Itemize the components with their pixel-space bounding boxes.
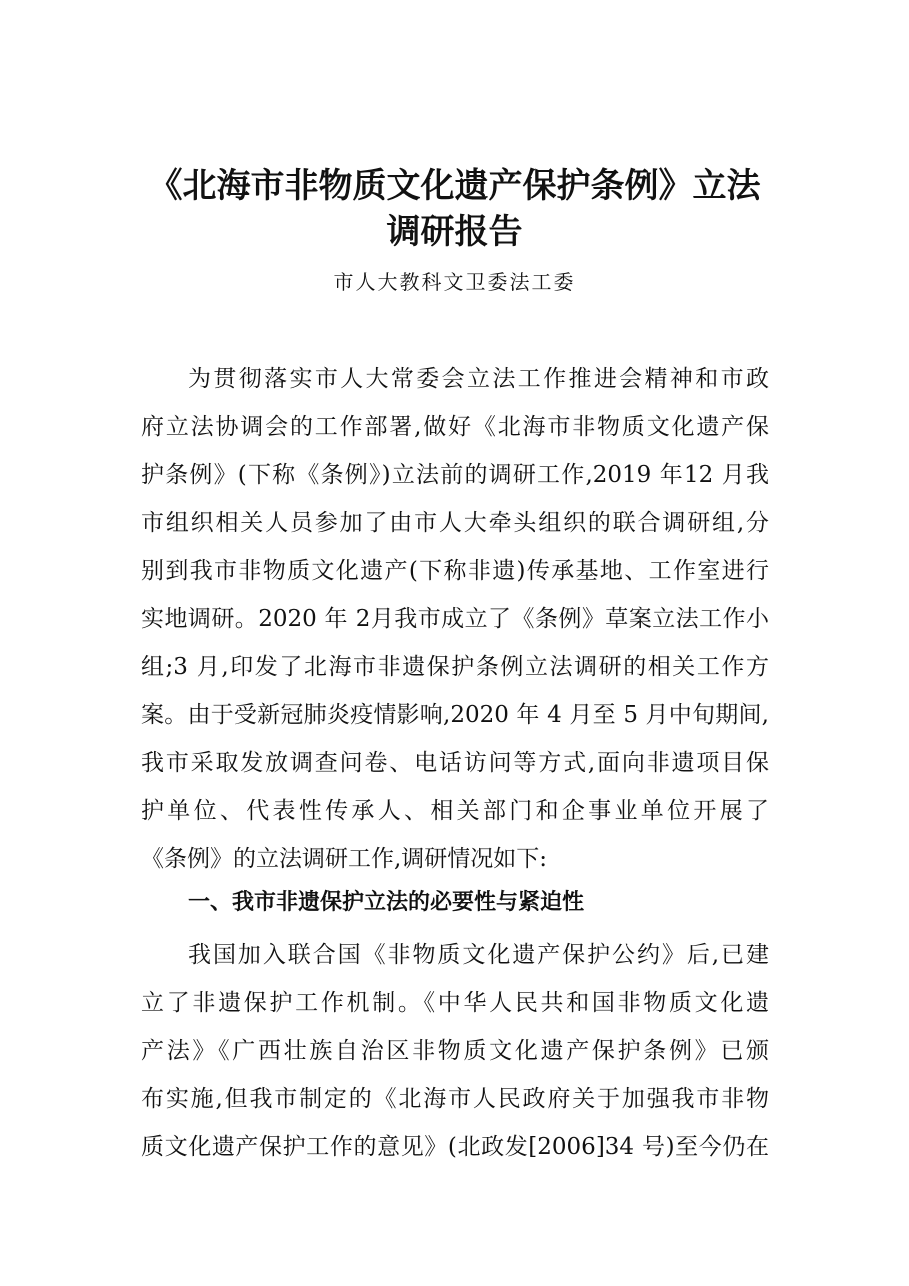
document-author: 市人大教科文卫委法工委 (333, 270, 576, 294)
paragraph-line: 护条例》(下称《条例》)立法前的调研工作,2019 年12 月我 (141, 462, 769, 488)
document-title-line-2: 调研报告 (386, 212, 523, 252)
section-heading: 一、我市非遗保护立法的必要性与紧迫性 (188, 890, 585, 915)
document-title-line-1: 《北海市非物质文化遗产保护条例》立法 (148, 166, 761, 206)
paragraph-line: 布实施,但我市制定的《北海市人民政府关于加强我市非物 (141, 1086, 769, 1112)
paragraph-line: 府立法协调会的工作部署,做好《北海市非物质文化遗产保 (141, 414, 769, 440)
paragraph-line: 为贯彻落实市人大常委会立法工作推进会精神和市政 (188, 366, 769, 392)
paragraph-line: 《条例》的立法调研工作,调研情况如下: (141, 846, 548, 872)
paragraph-line: 产法》《广西壮族自治区非物质文化遗产保护条例》已颁 (141, 1038, 769, 1064)
paragraph-line: 立了非遗保护工作机制。《中华人民共和国非物质文化遗 (141, 990, 769, 1016)
paragraph-line: 护单位、代表性传承人、相关部门和企事业单位开展了 (141, 798, 769, 824)
paragraph-line: 质文化遗产保护工作的意见》(北政发[2006]34 号)至今仍在 (141, 1134, 769, 1160)
paragraph-line: 我市采取发放调查问卷、电话访问等方式,面向非遗项目保 (141, 750, 769, 776)
paragraph-line: 我国加入联合国《非物质文化遗产保护公约》后,已建 (188, 942, 769, 968)
paragraph-line: 别到我市非物质文化遗产(下称非遗)传承基地、工作室进行 (141, 558, 769, 584)
paragraph-line: 市组织相关人员参加了由市人大牵头组织的联合调研组,分 (141, 510, 769, 536)
paragraph-line: 实地调研。2020 年 2月我市成立了《条例》草案立法工作小 (141, 606, 769, 632)
paragraph-line: 案。由于受新冠肺炎疫情影响,2020 年 4 月至 5 月中旬期间, (141, 702, 769, 728)
paragraph-line: 组;3 月,印发了北海市非遗保护条例立法调研的相关工作方 (141, 654, 769, 680)
